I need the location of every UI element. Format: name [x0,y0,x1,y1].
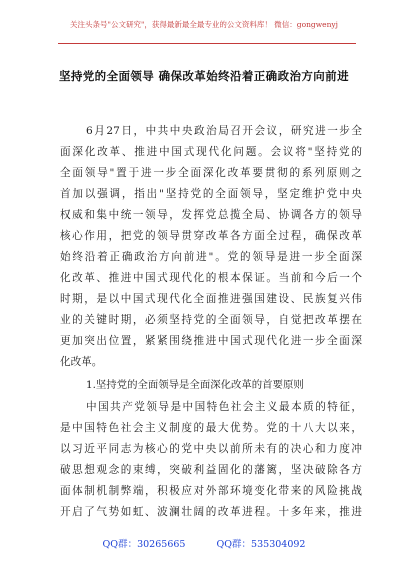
body-line: 时期，是以中国式现代化全面推进强国建设、民族复兴伟 [60,293,362,305]
body-line: 全面领导"置于进一步全面深化改革要贯彻的系列原则之 [60,167,362,179]
body-line: 更加突出位置，紧紧围绕推进中国式现代化进一步全面深 [60,335,362,347]
body-line: 始终沿着正确政治方向前进"。党的领导是进一步全面深 [60,251,362,263]
header-banner [0,20,408,30]
body-line: 是中国特色社会主义制度的最大优势。党的十八大以来， [60,422,362,434]
body-line: 首加以强调，指出"坚持党的全面领导，坚定维护党中央 [60,188,362,200]
body-line: 核心作用，把党的领导贯穿改革各方面全过程，确保改革 [60,230,362,242]
footer-bar [0,536,408,550]
body-line: 开启了气势如虹、波澜壮阔的改革进程。十多年来，推进 [60,506,362,518]
body-line: 业的关键时期，必须坚持党的全面领导，自觉把改革摆在 [60,314,362,326]
body-line: 面深化改革、推进中国式现代化问题。会议将"坚持党的 [60,146,362,158]
body-line: 权威和集中统一领导，发挥党总揽全局、协调各方的领导 [60,209,362,221]
body-line: 化改革、推进中国式现代化的根本保证。当前和今后一个 [60,272,362,284]
footer-qq-group-2[interactable]: QQ群：535304092 [216,539,306,550]
footer-qq-group-1[interactable]: QQ群：30265665 [102,539,186,550]
body-line: 面体制机制弊端，积极应对外部环境变化带来的风险挑战 [60,485,362,497]
header-banner-text: 关注头条号"公文研究"，获得最新最全最专业的公文资料库！ 微信：gongwenyj [70,20,338,29]
header-divider [58,43,356,44]
body-line: 6月27日，中共中央政治局召开会议，研究进一步全 [86,125,362,137]
body-line: 以习近平同志为核心的党中央以前所未有的决心和力度冲 [60,443,362,455]
document-title: 坚持党的全面领导 确保改革始终沿着正确政治方向前进 [58,69,349,83]
body-line: 破思想观念的束缚，突破利益固化的藩篱，坚决破除各方 [60,464,362,476]
body-line: 中国共产党领导是中国特色社会主义最本质的特征， [86,401,362,413]
body-line: 化改革。 [60,356,103,368]
section-heading: 1.坚持党的全面领导是全面深化改革的首要原则 [86,379,304,391]
